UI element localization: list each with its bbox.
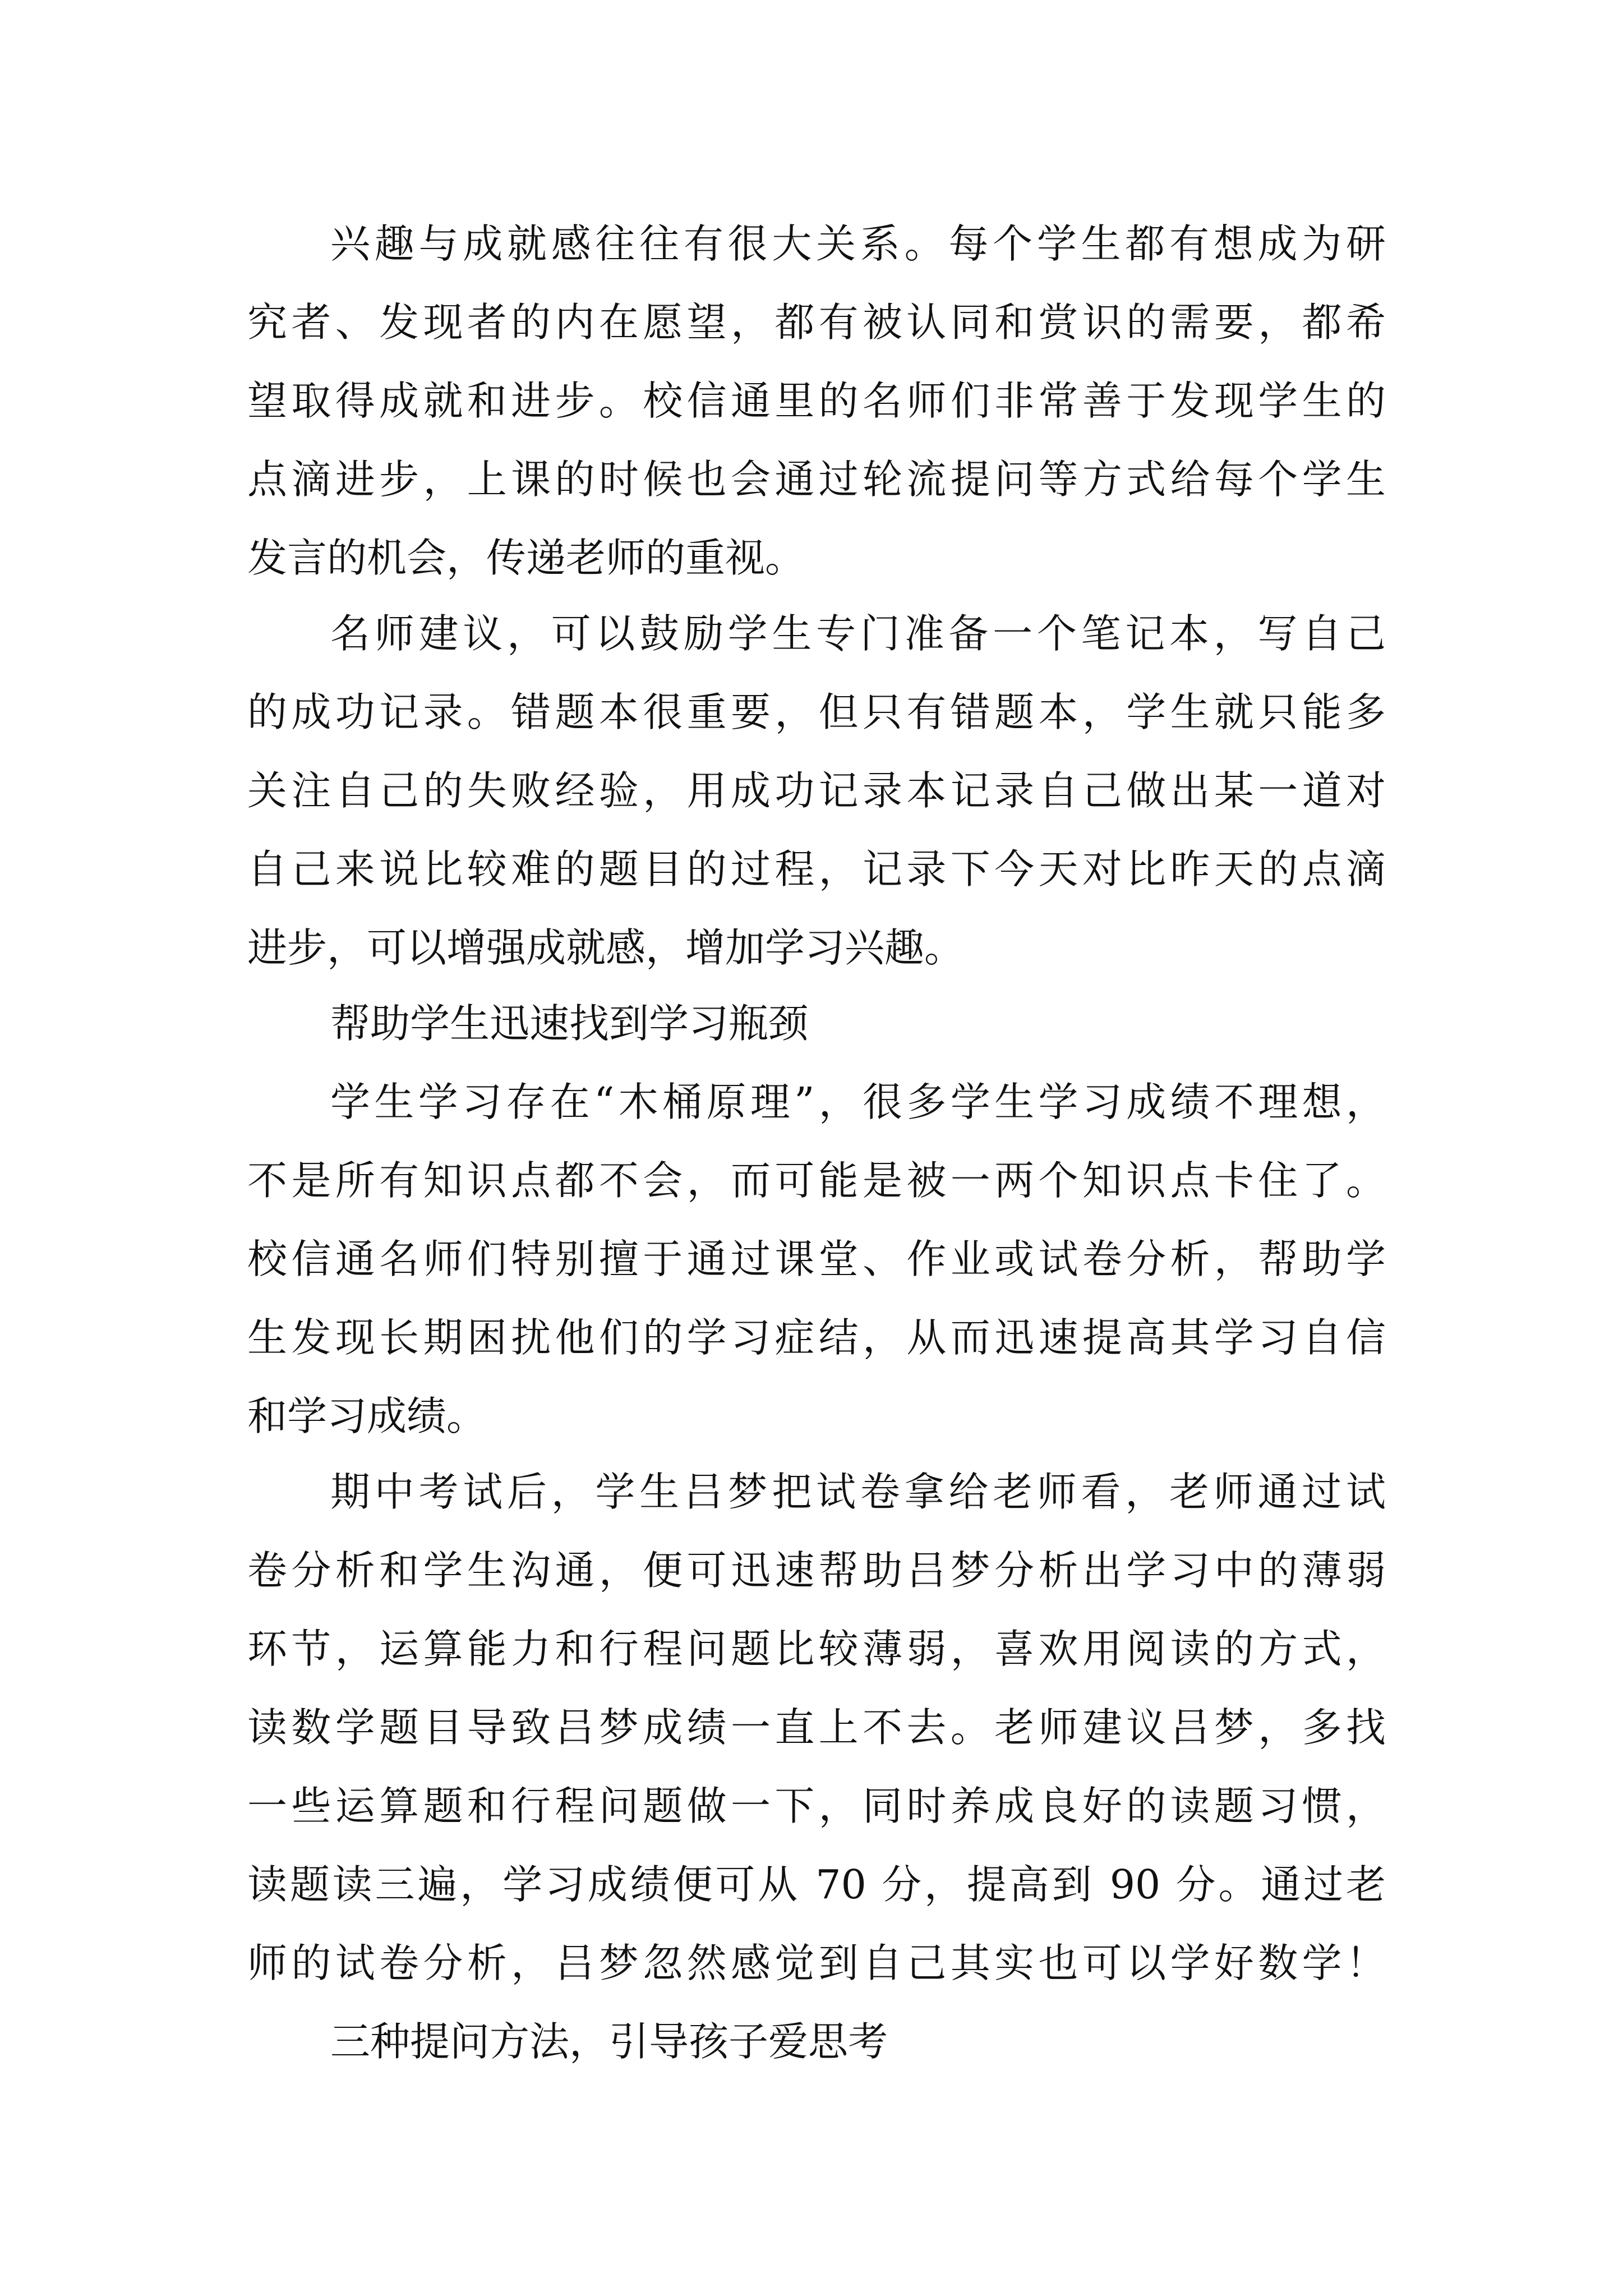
- paragraph-2-line-1: 名师建议，可以鼓励学生专门准备一个笔记本，写自己: [330, 610, 1386, 657]
- paragraph-4-line-2: 卷分析和学生沟通，便可迅速帮助吕梦分析出学习中的薄弱: [247, 1547, 1386, 1594]
- paragraph-4-line-7: 师的试卷分析，吕梦忽然感觉到自己其实也可以学好数学！: [247, 1940, 1386, 1986]
- paragraph-2-line-3: 关注自己的失败经验，用成功记录本记录自己做出某一道对: [247, 767, 1386, 814]
- paragraph-4-line-3: 环节，运算能力和行程问题比较薄弱，喜欢用阅读的方式，: [247, 1626, 1386, 1672]
- section-heading-bottleneck: 帮助学生迅速找到学习瓶颈: [330, 1000, 809, 1047]
- section-heading-questioning: 三种提问方法，引导孩子爱思考: [330, 2018, 888, 2065]
- paragraph-1-line-1: 兴趣与成就感往往有很大关系。每个学生都有想成为研: [330, 220, 1386, 267]
- paragraph-4-line-1: 期中考试后，学生吕梦把试卷拿给老师看，老师通过试: [330, 1469, 1386, 1515]
- paragraph-3-line-1: 学生学习存在“木桶原理”，很多学生学习成绩不理想，: [330, 1079, 1386, 1125]
- paragraph-2-line-2: 的成功记录。错题本很重要，但只有错题本，学生就只能多: [247, 689, 1386, 735]
- paragraph-1-line-2: 究者、发现者的内在愿望，都有被认同和赏识的需要，都希: [247, 299, 1386, 346]
- paragraph-4-line-4: 读数学题目导致吕梦成绩一直上不去。老师建议吕梦，多找: [247, 1704, 1386, 1751]
- paragraph-3-line-2: 不是所有知识点都不会，而可能是被一两个知识点卡住了。: [247, 1157, 1386, 1204]
- paragraph-2-line-5: 进步，可以增强成就感，增加学习兴趣。: [247, 924, 965, 971]
- paragraph-1-line-3: 望取得成就和进步。校信通里的名师们非常善于发现学生的: [247, 378, 1386, 424]
- paragraph-1-line-5: 发言的机会，传递老师的重视。: [247, 535, 805, 581]
- paragraph-1-line-4: 点滴进步，上课的时候也会通过轮流提问等方式给每个学生: [247, 456, 1386, 503]
- paragraph-2-line-4: 自己来说比较难的题目的过程，记录下今天对比昨天的点滴: [247, 846, 1386, 892]
- paragraph-4-line-6: 读题读三遍，学习成绩便可从 70 分，提高到 90 分。通过老: [247, 1861, 1386, 1908]
- paragraph-3-line-5: 和学习成绩。: [247, 1393, 487, 1439]
- paragraph-3-line-4: 生发现长期困扰他们的学习症结，从而迅速提高其学习自信: [247, 1314, 1386, 1361]
- paragraph-3-line-3: 校信通名师们特别擅于通过课堂、作业或试卷分析，帮助学: [247, 1236, 1386, 1282]
- paragraph-4-line-5: 一些运算题和行程问题做一下，同时养成良好的读题习惯，: [247, 1783, 1386, 1829]
